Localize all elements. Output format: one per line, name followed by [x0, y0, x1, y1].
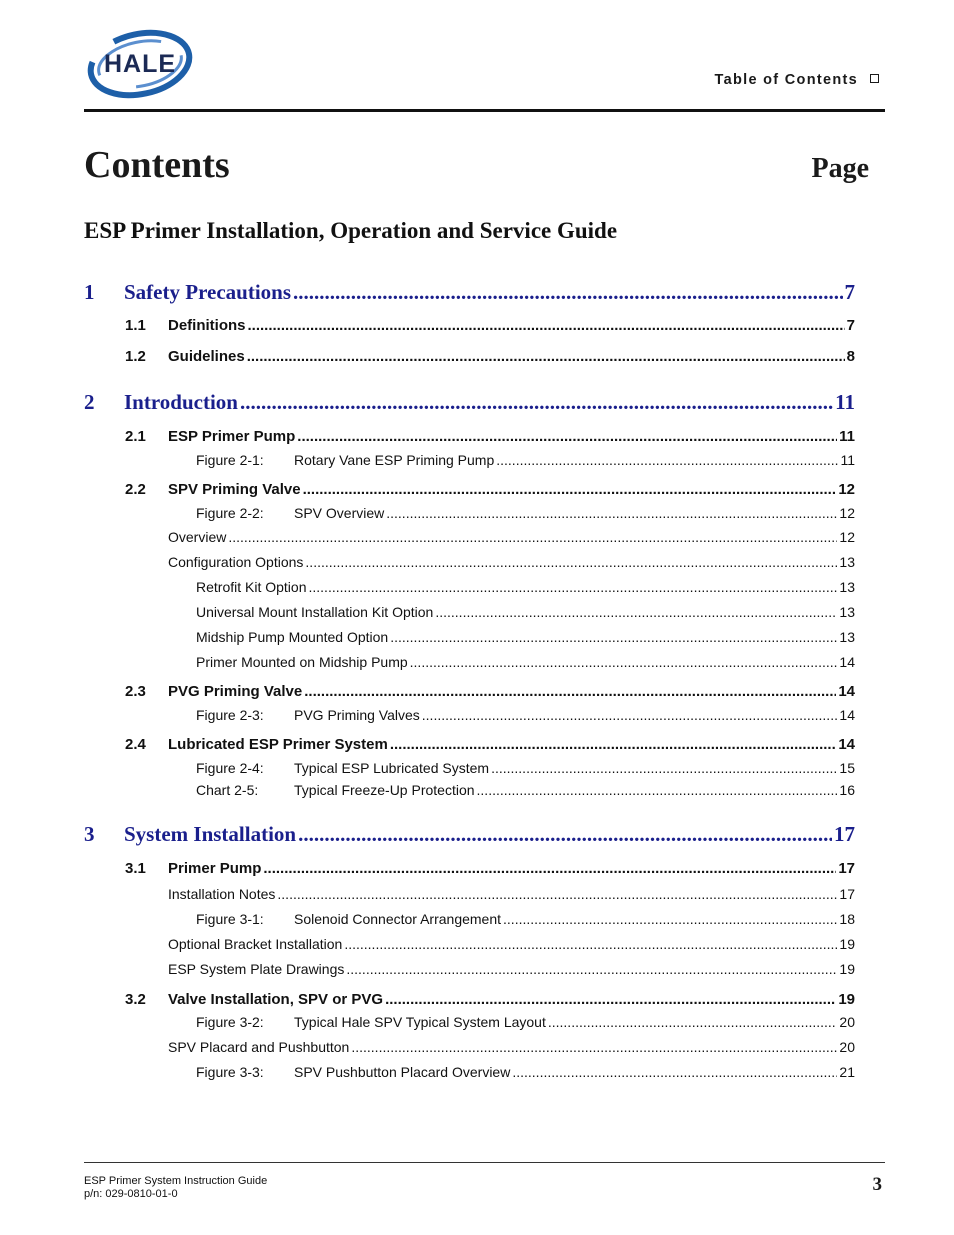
- page-title: Contents: [84, 144, 230, 186]
- toc-dot-leader: [390, 736, 836, 753]
- toc-entry-number: 2.1: [125, 428, 146, 445]
- toc-entry-page: 14: [838, 736, 855, 753]
- toc-figure-label: Chart 2-5:: [196, 782, 259, 798]
- toc-entry-page: 12: [839, 529, 855, 545]
- toc-section-entry[interactable]: [84, 317, 855, 334]
- toc-dot-leader: [247, 348, 845, 365]
- toc-dot-leader: [385, 991, 836, 1008]
- toc-entry-title: Midship Pump Mounted Option: [196, 629, 389, 645]
- toc-entry-page: 12: [838, 481, 855, 498]
- footer-divider: [84, 1162, 885, 1163]
- toc-dot-leader: [240, 390, 833, 415]
- toc-entry-page: 13: [839, 579, 855, 595]
- toc-figure-label: Figure 3-2:: [196, 1014, 264, 1030]
- toc-entry-title: Guidelines: [168, 348, 245, 365]
- toc-entry-page: 11: [839, 428, 855, 445]
- toc-entry-title: ESP Primer Pump: [168, 428, 296, 445]
- toc-entry-number: 3.2: [125, 991, 146, 1008]
- toc-figure-entry[interactable]: [84, 505, 855, 521]
- toc-dot-leader: [422, 707, 838, 723]
- toc-entry-title: Safety Precautions: [124, 280, 292, 304]
- toc-section-entry[interactable]: [84, 683, 855, 700]
- toc-entry-title: SPV Priming Valve: [168, 481, 301, 498]
- toc-entry-title: SPV Overview: [294, 505, 385, 521]
- toc-figure-label: Figure 2-3:: [196, 707, 264, 723]
- toc-dot-leader: [386, 505, 837, 521]
- toc-section-entry[interactable]: [84, 554, 855, 570]
- toc-section-entry[interactable]: [84, 529, 855, 545]
- toc-dot-leader: [503, 911, 837, 927]
- toc-entry-title: Typical ESP Lubricated System: [294, 760, 490, 776]
- toc-entry-number: 2.2: [125, 481, 146, 498]
- toc-figure-entry[interactable]: [84, 782, 855, 798]
- toc-section-entry[interactable]: [84, 860, 855, 877]
- toc-entry-title: Retrofit Kit Option: [196, 579, 307, 595]
- toc-entry-title: Rotary Vane ESP Priming Pump: [294, 452, 495, 468]
- toc-entry-title: Definitions: [168, 317, 246, 334]
- toc-section-entry[interactable]: [84, 991, 855, 1008]
- toc-dot-leader: [248, 317, 845, 334]
- toc-figure-label: Figure 3-3:: [196, 1064, 264, 1080]
- toc-entry-page: 15: [839, 760, 855, 776]
- toc-entry-page: 17: [839, 886, 855, 902]
- footer-part-number: p/n: 029-0810-01-0: [84, 1188, 178, 1200]
- toc-dot-leader: [263, 860, 836, 877]
- toc-entry-number: 3.1: [125, 860, 146, 877]
- toc-entry-page: 19: [839, 936, 855, 952]
- toc-entry-number: 2: [84, 390, 95, 414]
- toc-entry-number: 1.1: [125, 317, 146, 334]
- toc-dot-leader: [435, 604, 837, 620]
- header-divider: [84, 109, 885, 112]
- toc-dot-leader: [512, 1064, 837, 1080]
- toc-dot-leader: [297, 428, 837, 445]
- toc-entry-page: 20: [839, 1039, 855, 1055]
- toc-figure-label: Figure 2-4:: [196, 760, 264, 776]
- toc-entry-title: Optional Bracket Installation: [168, 936, 343, 952]
- toc-entry-page: 7: [844, 280, 855, 304]
- toc-entry-page: 17: [838, 860, 855, 877]
- toc-entry-page: 18: [839, 911, 855, 927]
- guide-title: ESP Primer Installation, Operation and Service Guide: [84, 218, 618, 243]
- toc-section-entry[interactable]: [84, 886, 855, 902]
- toc-figure-entry[interactable]: [84, 452, 855, 468]
- toc-figure-entry[interactable]: [84, 1064, 855, 1080]
- toc-entry-number: 3: [84, 822, 95, 846]
- toc-section-entry[interactable]: [84, 604, 855, 620]
- toc-section-entry[interactable]: [84, 736, 855, 753]
- toc-chapter-entry[interactable]: [84, 390, 855, 415]
- toc-entry-title: Installation Notes: [168, 886, 276, 902]
- svg-text:HALE: HALE: [103, 50, 177, 78]
- toc-dot-leader: [491, 760, 837, 776]
- toc-section-entry[interactable]: [84, 654, 855, 670]
- toc-entry-page: 19: [838, 991, 855, 1008]
- toc-section-entry[interactable]: [84, 481, 855, 498]
- toc-entry-title: SPV Pushbutton Placard Overview: [294, 1064, 511, 1080]
- toc-entry-page: 8: [846, 348, 855, 365]
- checkbox-square-icon: [870, 74, 879, 83]
- toc-entry-title: System Installation: [124, 822, 297, 846]
- toc-dot-leader: [228, 529, 837, 545]
- toc-figure-entry[interactable]: [84, 760, 855, 776]
- toc-chapter-entry[interactable]: [84, 822, 855, 847]
- toc-dot-leader: [548, 1014, 838, 1030]
- toc-entry-title: PVG Priming Valve: [168, 683, 303, 700]
- toc-entry-page: 11: [840, 452, 855, 468]
- toc-section-entry[interactable]: [84, 428, 855, 445]
- toc-section-entry[interactable]: [84, 348, 855, 365]
- toc-figure-label: Figure 2-1:: [196, 452, 264, 468]
- toc-chapter-entry[interactable]: [84, 280, 855, 305]
- toc-entry-page: 12: [839, 505, 855, 521]
- toc-entry-number: 2.4: [125, 736, 146, 753]
- toc-entry-number: 2.3: [125, 683, 146, 700]
- toc-dot-leader: [305, 554, 837, 570]
- toc-figure-entry[interactable]: [84, 707, 855, 723]
- hale-logo: [84, 26, 196, 102]
- toc-entry-page: 7: [846, 317, 855, 334]
- toc-dot-leader: [344, 936, 837, 952]
- toc-entry-title: Configuration Options: [168, 554, 304, 570]
- toc-section-entry[interactable]: [84, 579, 855, 595]
- toc-entry-title: Primer Mounted on Midship Pump: [196, 654, 408, 670]
- footer-doc-title: ESP Primer System Instruction Guide: [84, 1175, 268, 1187]
- toc-entry-title: Universal Mount Installation Kit Option: [196, 604, 434, 620]
- toc-dot-leader: [304, 683, 836, 700]
- toc-entry-title: Typical Freeze-Up Protection: [294, 782, 475, 798]
- toc-figure-entry[interactable]: [84, 911, 855, 927]
- toc-section-entry[interactable]: [84, 1039, 855, 1055]
- toc-dot-leader: [293, 280, 842, 305]
- toc-entry-title: Solenoid Connector Arrangement: [294, 911, 502, 927]
- toc-dot-leader: [309, 579, 838, 595]
- toc-entry-number: 1: [84, 280, 95, 304]
- toc-entry-page: 16: [839, 782, 855, 798]
- toc-entry-title: ESP System Plate Drawings: [168, 961, 345, 977]
- toc-section-entry[interactable]: [84, 936, 855, 952]
- toc-entry-page: 19: [839, 961, 855, 977]
- toc-entry-page: 14: [838, 683, 855, 700]
- toc-dot-leader: [410, 654, 838, 670]
- toc-dot-leader: [351, 1039, 837, 1055]
- toc-entry-title: Valve Installation, SPV or PVG: [168, 991, 384, 1008]
- toc-entry-title: PVG Priming Valves: [294, 707, 420, 723]
- toc-entry-page: 13: [839, 604, 855, 620]
- toc-dot-leader: [277, 886, 837, 902]
- toc-entry-page: 17: [834, 822, 855, 846]
- header-section-label: Table of Contents: [714, 72, 858, 88]
- toc-dot-leader: [346, 961, 837, 977]
- toc-section-entry[interactable]: [84, 629, 855, 645]
- toc-entry-title: Lubricated ESP Primer System: [168, 736, 388, 753]
- toc-entry-page: 20: [839, 1014, 855, 1030]
- toc-entry-title: Introduction: [124, 390, 238, 414]
- toc-section-entry[interactable]: [84, 961, 855, 977]
- toc-entry-page: 21: [839, 1064, 855, 1080]
- toc-entry-number: 1.2: [125, 348, 146, 365]
- toc-entry-title: Typical Hale SPV Typical System Layout: [294, 1014, 546, 1030]
- footer-page-number: 3: [872, 1174, 882, 1195]
- toc-dot-leader: [496, 452, 838, 468]
- toc-entry-page: 11: [835, 390, 855, 414]
- toc-dot-leader: [477, 782, 838, 798]
- toc-entry-page: 13: [839, 629, 855, 645]
- page-column-label: Page: [811, 153, 869, 184]
- toc-figure-entry[interactable]: [84, 1014, 855, 1030]
- toc-entry-title: SPV Placard and Pushbutton: [168, 1039, 350, 1055]
- toc-dot-leader: [390, 629, 837, 645]
- toc-entry-title: Overview: [168, 529, 227, 545]
- toc-entry-page: 13: [839, 554, 855, 570]
- toc-entry-title: Primer Pump: [168, 860, 262, 877]
- toc-figure-label: Figure 2-2:: [196, 505, 264, 521]
- footer-info: [84, 1175, 267, 1201]
- toc-entry-page: 14: [839, 654, 855, 670]
- toc-dot-leader: [298, 822, 832, 847]
- toc-figure-label: Figure 3-1:: [196, 911, 264, 927]
- toc-dot-leader: [303, 481, 837, 498]
- toc-entry-page: 14: [839, 707, 855, 723]
